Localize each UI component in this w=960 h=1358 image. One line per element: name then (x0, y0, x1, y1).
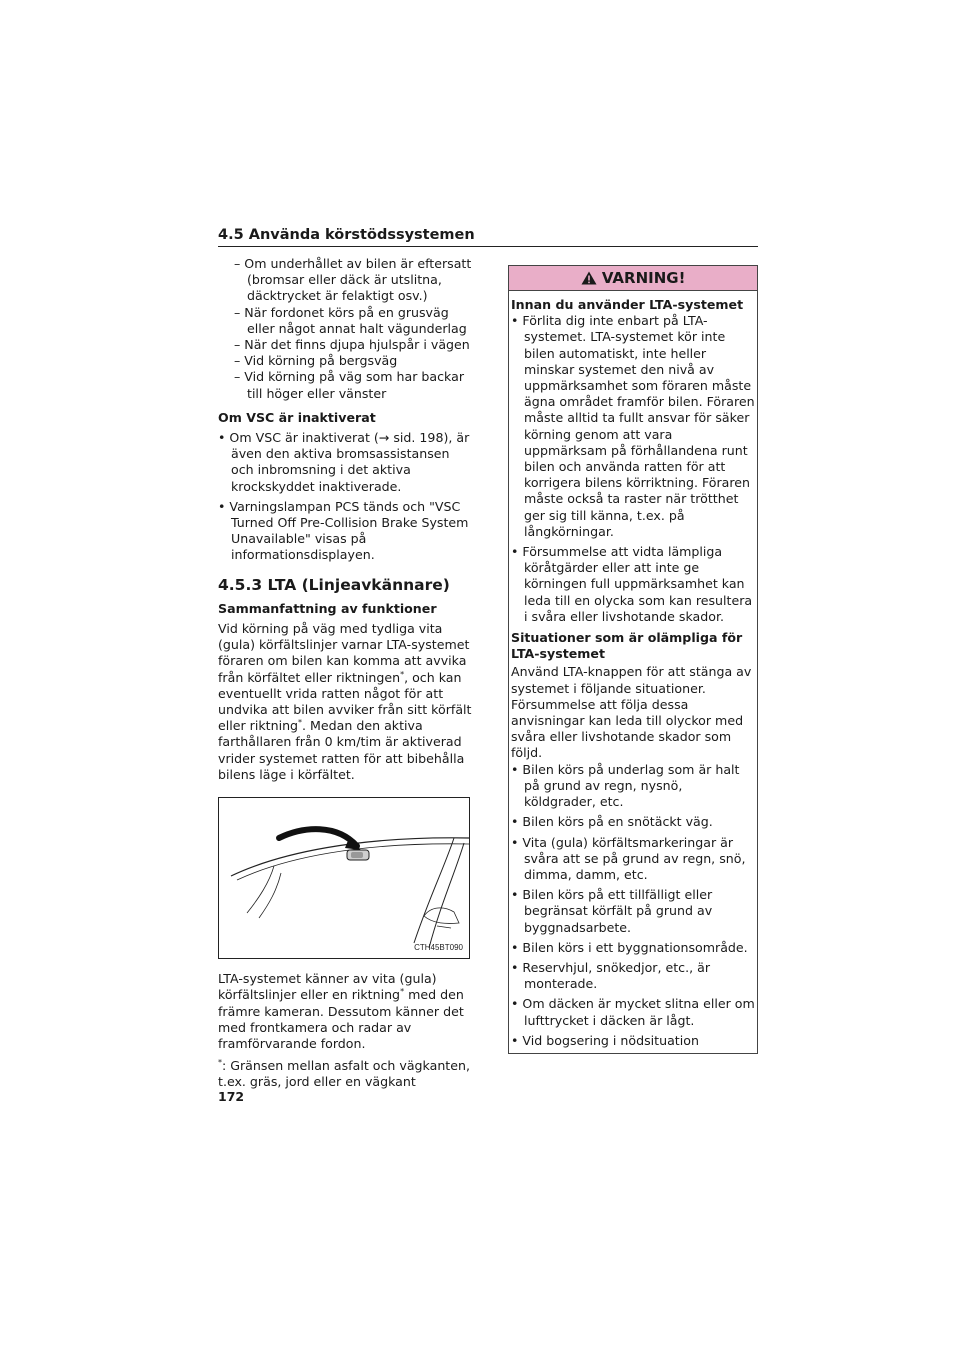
list-item: – Om underhållet av bilen är eftersatt (bromsar eller däck är utslitna, däcktrycket är felaktigt osv.) (234, 256, 472, 304)
list-item: • Bilen körs på ett tillfälligt eller begränsat körfält på grund av byggnadsarbete. (511, 887, 713, 935)
warning-title: VARNING! (601, 269, 686, 287)
list-item: • Bilen körs på en snötäckt väg. (511, 814, 713, 830)
summary-paragraph: Vid körning på väg med tydliga vita (gula) körfältslinjer varnar LTA-systemet föraren om bilen kan komma att avvika från körfältet eller riktningen*, och kan eventuellt vrida ratten något för att undvika att bilen avviker från sitt körfält eller riktning*. Medan den aktiva farthållaren från 0 km/tim är aktiverad vrider systemet ratten för att bibehålla bilens läge i körfältet. (218, 621, 472, 782)
list-item: • Bilen körs i ett byggnationsområde. (511, 939, 748, 955)
list-item: – Vid körning på väg som har backar till höger eller vänster (234, 369, 465, 401)
list-item: • Reservhjul, snökedjor, etc., är monterade. (511, 959, 711, 992)
page-header (218, 224, 758, 247)
vsc-heading: Om VSC är inaktiverat (218, 409, 376, 425)
detection-paragraph: LTA-systemet känner av vita (gula) körfältslinjer eller en riktning* med den främre kameran. Dessutom känner det med frontkamera och radar av framförvarande fordon. (218, 971, 464, 1051)
list-item: – När det finns djupa hjulspår i vägen (234, 337, 470, 353)
header-title: 4.5 Använda körstödssystemen (218, 227, 475, 243)
footnote: *: Gränsen mellan asfalt och vägkanten, t.ex. gräs, jord eller en vägkant (218, 1057, 470, 1090)
warning-heading: Innan du använder LTA-systemet (511, 297, 744, 312)
list-item: • Om däcken är mycket slitna eller om lufttrycket i däcken är lågt. (511, 996, 755, 1028)
summary-heading: Sammanfattning av funktioner (218, 600, 437, 616)
list-item: • Bilen körs på underlag som är halt på grund av regn, nysnö, köldgrader, etc. (511, 761, 740, 810)
left-column (218, 256, 476, 1097)
list-item: • Försummelse att vidta lämpliga köråtgärder eller att inte ge körningen full uppmärksamhet kan leda till en olycka som kan resultera i svåra eller livshotande skador. (511, 544, 753, 624)
warning-box (508, 265, 758, 1054)
list-item: • Om VSC är inaktiverat (→ sid. 198), är även den aktiva bromsassistansen och inbromsning i det aktiva krockskyddet inaktiverade. (218, 430, 470, 494)
list-item: – När fordonet körs på en grusväg eller något annat halt vägunderlag (234, 304, 467, 336)
list-item: – Vid körning på bergsväg (234, 353, 398, 369)
figure-code: CTH45BT090 (414, 942, 463, 952)
list-item: • Vita (gula) körfältsmarkeringar är svåra att se på grund av regn, snö, dimma, damm, etc. (511, 834, 746, 882)
warning-heading: Situationer som är olämpliga för LTA-systemet (511, 630, 743, 662)
list-item: • Varningslampan PCS tänds och "VSC Turned Off Pre-Collision Brake System Unavailable" visas på informationsdisplayen. (218, 498, 469, 563)
arrow-icon (279, 829, 357, 846)
warning-icon (581, 271, 597, 285)
windshield-camera-figure (218, 797, 470, 959)
page-number: 172 (218, 1089, 245, 1104)
section-title: 4.5.3 LTA (Linjeavkännare) (218, 575, 450, 594)
warning-header (509, 266, 757, 291)
warning-body (509, 291, 757, 1053)
list-item: • Förlita dig inte enbart på LTA-systemet. LTA-systemet kör inte bilen automatiskt, inte heller minskar systemet den nivå av uppmärksamhet som föraren måste ägna området framför bilen. Föraren måste alltid ta fullt ansvar för säker körning genom att vara uppmärksam på förhållandena runt bilen och använda ratten för att korrigera bilens körriktning. Föraren måste också ta raster när trötthet ger sig till känna, t.ex. på långkörningar. (511, 313, 755, 539)
right-column (508, 265, 758, 1054)
warning-paragraph: Använd LTA-knappen för att stänga av systemet i följande situationer. Försummelse att följa dessa anvisningar kan leda till olyckor med svåra eller livshotande skador som följd. (511, 664, 752, 761)
list-item: • Vid bogsering i nödsituation (511, 1032, 699, 1048)
windshield-illustration (219, 798, 469, 958)
